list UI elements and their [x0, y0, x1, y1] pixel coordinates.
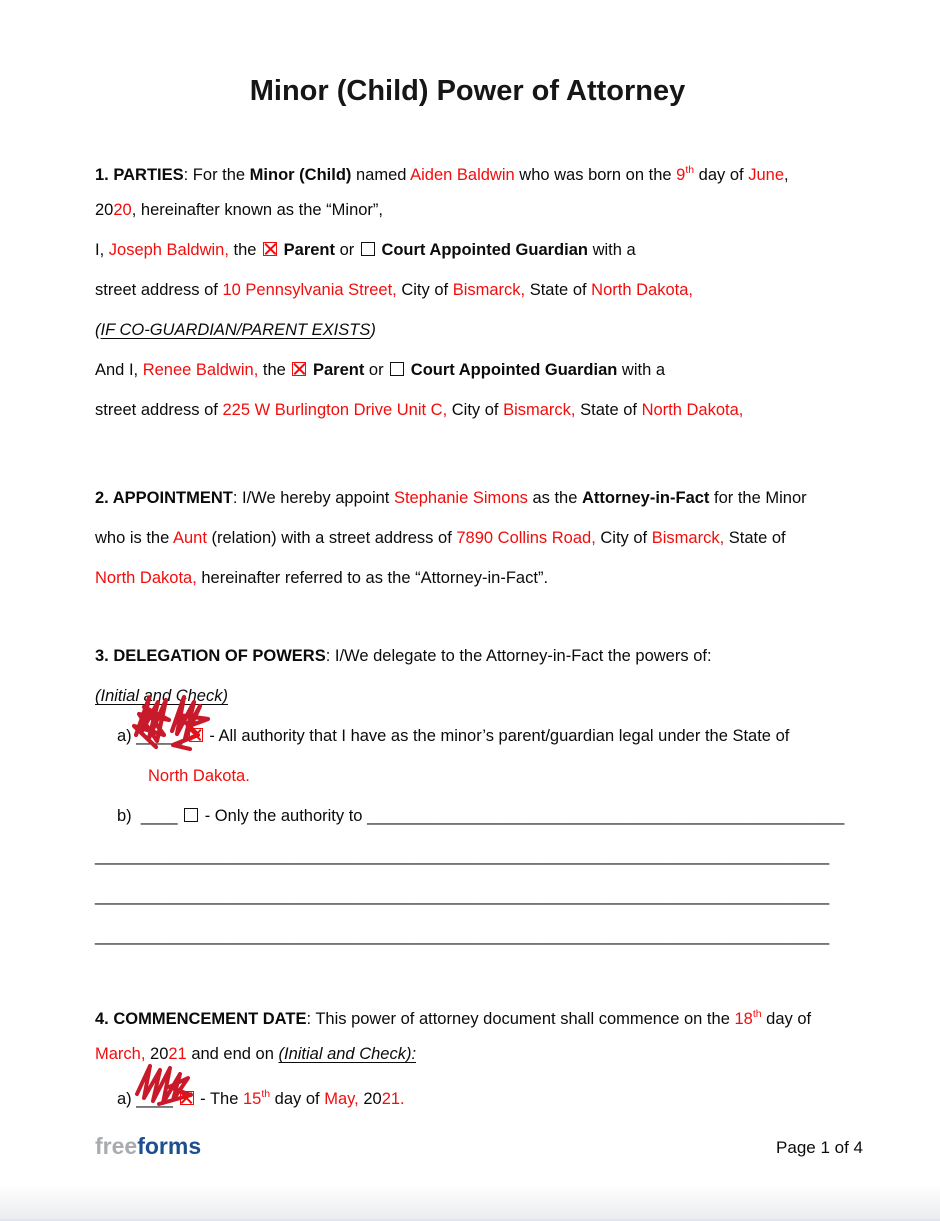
blank-rule-2 [95, 876, 840, 916]
text-run: Minor (Child) [249, 166, 352, 184]
appointment-line-3 [95, 558, 840, 598]
blank-rule-3 [95, 916, 840, 956]
checkbox-empty-icon [390, 362, 404, 376]
text-run: 10 Pennsylvania Street, [222, 281, 397, 299]
text-run: with a [617, 361, 666, 379]
text-run: 1. PARTIES [95, 166, 184, 184]
text-run: Attorney-in-Fact [582, 489, 710, 507]
text-run: (Initial and Check) [95, 687, 228, 705]
text-run: May, [324, 1090, 359, 1108]
parties-line-6 [95, 390, 840, 430]
text-run: the [228, 241, 262, 259]
text-run: who was born on the [514, 166, 677, 184]
text-run: ________________________________________________________________________________ [95, 887, 830, 905]
text-run: Bismarck, [651, 529, 725, 547]
checkbox-checked-icon [189, 728, 203, 742]
text-run: State of [575, 401, 642, 419]
parties-line-1 [95, 150, 840, 190]
blank-underline: ____ [136, 1090, 173, 1108]
text-run: City of [396, 281, 453, 299]
text-run [182, 727, 187, 745]
text-run: 21 [381, 1090, 401, 1108]
text-run: , [784, 166, 789, 184]
text-run: a) [117, 727, 137, 745]
text-run: hereinafter referred to as the “Attorney-in-Fact”. [196, 569, 549, 587]
freeforms-logo [95, 1133, 201, 1160]
text-run: Court Appointed Guardian [381, 241, 588, 259]
text-run: or [364, 361, 389, 379]
text-run: 4. COMMENCEMENT DATE [95, 1010, 307, 1028]
text-run: a) [117, 1090, 137, 1108]
page-footer [0, 1133, 940, 1160]
text-run: City of [447, 401, 504, 419]
delegation-line-1 [95, 636, 840, 676]
text-run: March, [95, 1045, 146, 1063]
text-run: th [685, 164, 695, 176]
text-run: Aiden Baldwin [410, 166, 515, 184]
checkbox-checked-icon [263, 242, 277, 256]
text-run: street address of [95, 281, 223, 299]
text-run: th [261, 1088, 271, 1100]
text-run: : I/We hereby appoint [232, 489, 394, 507]
text-run: : For the [183, 166, 250, 184]
text-run: b) [117, 807, 141, 825]
text-run: Joseph Baldwin, [108, 241, 229, 259]
text-run: I, [95, 241, 109, 259]
text-run: 225 W Burlington Drive Unit C, [222, 401, 448, 419]
text-run: (Initial and Check): [278, 1045, 417, 1063]
text-run: 7890 Collins Road, [456, 529, 596, 547]
text-run: Court Appointed Guardian [410, 361, 618, 379]
appointment-line-1 [95, 478, 840, 518]
page-title: Minor (Child) Power of Attorney [249, 75, 686, 107]
text-run: Parent [312, 361, 365, 379]
text-run: State of [724, 529, 786, 547]
text-run: North Dakota, [591, 281, 693, 299]
commencement-item-a [95, 1074, 840, 1114]
text-run: 18 [734, 1010, 753, 1028]
text-run: ________________________________________________________________________________ [95, 847, 830, 865]
parties-line-5 [95, 350, 840, 390]
text-run: 9 [676, 166, 686, 184]
text-run: - Only the authority to [200, 807, 368, 825]
text-run: North Dakota. [148, 767, 250, 785]
text-run: (relation) with a street address of [206, 529, 457, 547]
text-run: or [335, 241, 359, 259]
text-run: - The [195, 1090, 243, 1108]
text-run: 20 [358, 1090, 382, 1108]
co-guardian-note [95, 310, 840, 350]
text-run [173, 1090, 178, 1108]
text-run: : I/We delegate to the Attorney-in-Fact the powers of: [325, 647, 712, 665]
text-run: day of [694, 166, 749, 184]
text-run: for the Minor [709, 489, 807, 507]
text-run: ________________________________________________________________________________ [95, 927, 830, 945]
logo-forms-text: forms [137, 1133, 202, 1159]
delegation-item-a [95, 716, 840, 756]
text-run: 21 [168, 1045, 187, 1063]
checkbox-empty-icon [184, 808, 198, 822]
parties-line-2 [95, 190, 840, 230]
text-run: day of [761, 1010, 812, 1028]
text-run: June [748, 166, 784, 184]
text-run: who is the [95, 529, 173, 547]
checkbox-checked-icon [180, 1091, 194, 1105]
text-run: 15 [242, 1090, 262, 1108]
text-run: North Dakota, [95, 569, 197, 587]
text-run: IF CO-GUARDIAN/PARENT EXISTS [100, 321, 371, 339]
initials-blank-with-scribble [136, 1079, 173, 1119]
parties-line-3 [95, 230, 840, 270]
checkbox-checked-icon [292, 362, 306, 376]
appointment-line-2 [95, 518, 840, 558]
blank-rule-1 [95, 836, 840, 876]
text-run: Parent [283, 241, 335, 259]
text-run: the [258, 361, 291, 379]
text-run: th [752, 1008, 762, 1020]
text-run: . [400, 1090, 405, 1108]
commencement-line-2 [95, 1034, 840, 1074]
text-run: ____ [140, 807, 183, 825]
text-run: ( [95, 321, 101, 339]
text-run: Bismarck, [503, 401, 576, 419]
text-run: : This power of attorney document shall commence on the [306, 1010, 735, 1028]
logo-free-text: free [95, 1133, 138, 1159]
delegation-item-a-cont [95, 756, 840, 796]
text-run: 2. APPOINTMENT [95, 489, 233, 507]
text-run: Stephanie Simons [393, 489, 528, 507]
text-run: 20 [145, 1045, 169, 1063]
text-run: State of [525, 281, 592, 299]
page-number: Page 1 of 4 [776, 1138, 863, 1157]
initials-blank-with-scribble [136, 716, 182, 756]
text-run: City of [595, 529, 652, 547]
text-run: named [351, 166, 411, 184]
checkbox-empty-icon [361, 242, 375, 256]
text-run: street address of [95, 401, 223, 419]
text-run: Aunt [172, 529, 207, 547]
text-run: 3. DELEGATION OF POWERS [95, 647, 326, 665]
text-run: Bismarck, [452, 281, 526, 299]
text-run: 20 [113, 201, 132, 219]
text-run: Renee Baldwin, [142, 361, 259, 379]
text-run: - All authority that I have as the minor’s parent/guardian legal under the State of [204, 727, 790, 745]
text-run: with a [587, 241, 636, 259]
document-lines [95, 150, 845, 1114]
blank-underline: _____ [136, 727, 183, 745]
text-run: North Dakota, [641, 401, 744, 419]
text-run: ) [370, 321, 376, 339]
text-run: and end on [186, 1045, 279, 1063]
text-run: 20 [95, 201, 114, 219]
delegation-item-b [95, 796, 845, 836]
parties-line-4 [95, 270, 840, 310]
text-run: ____________________________________________________ [367, 807, 845, 825]
text-run: as the [527, 489, 582, 507]
text-run: , hereinafter known as the “Minor”, [131, 201, 383, 219]
commencement-line-1 [95, 994, 840, 1034]
delegation-initial-note [95, 676, 840, 716]
text-run: day of [270, 1090, 325, 1108]
text-run: And I, [95, 361, 143, 379]
